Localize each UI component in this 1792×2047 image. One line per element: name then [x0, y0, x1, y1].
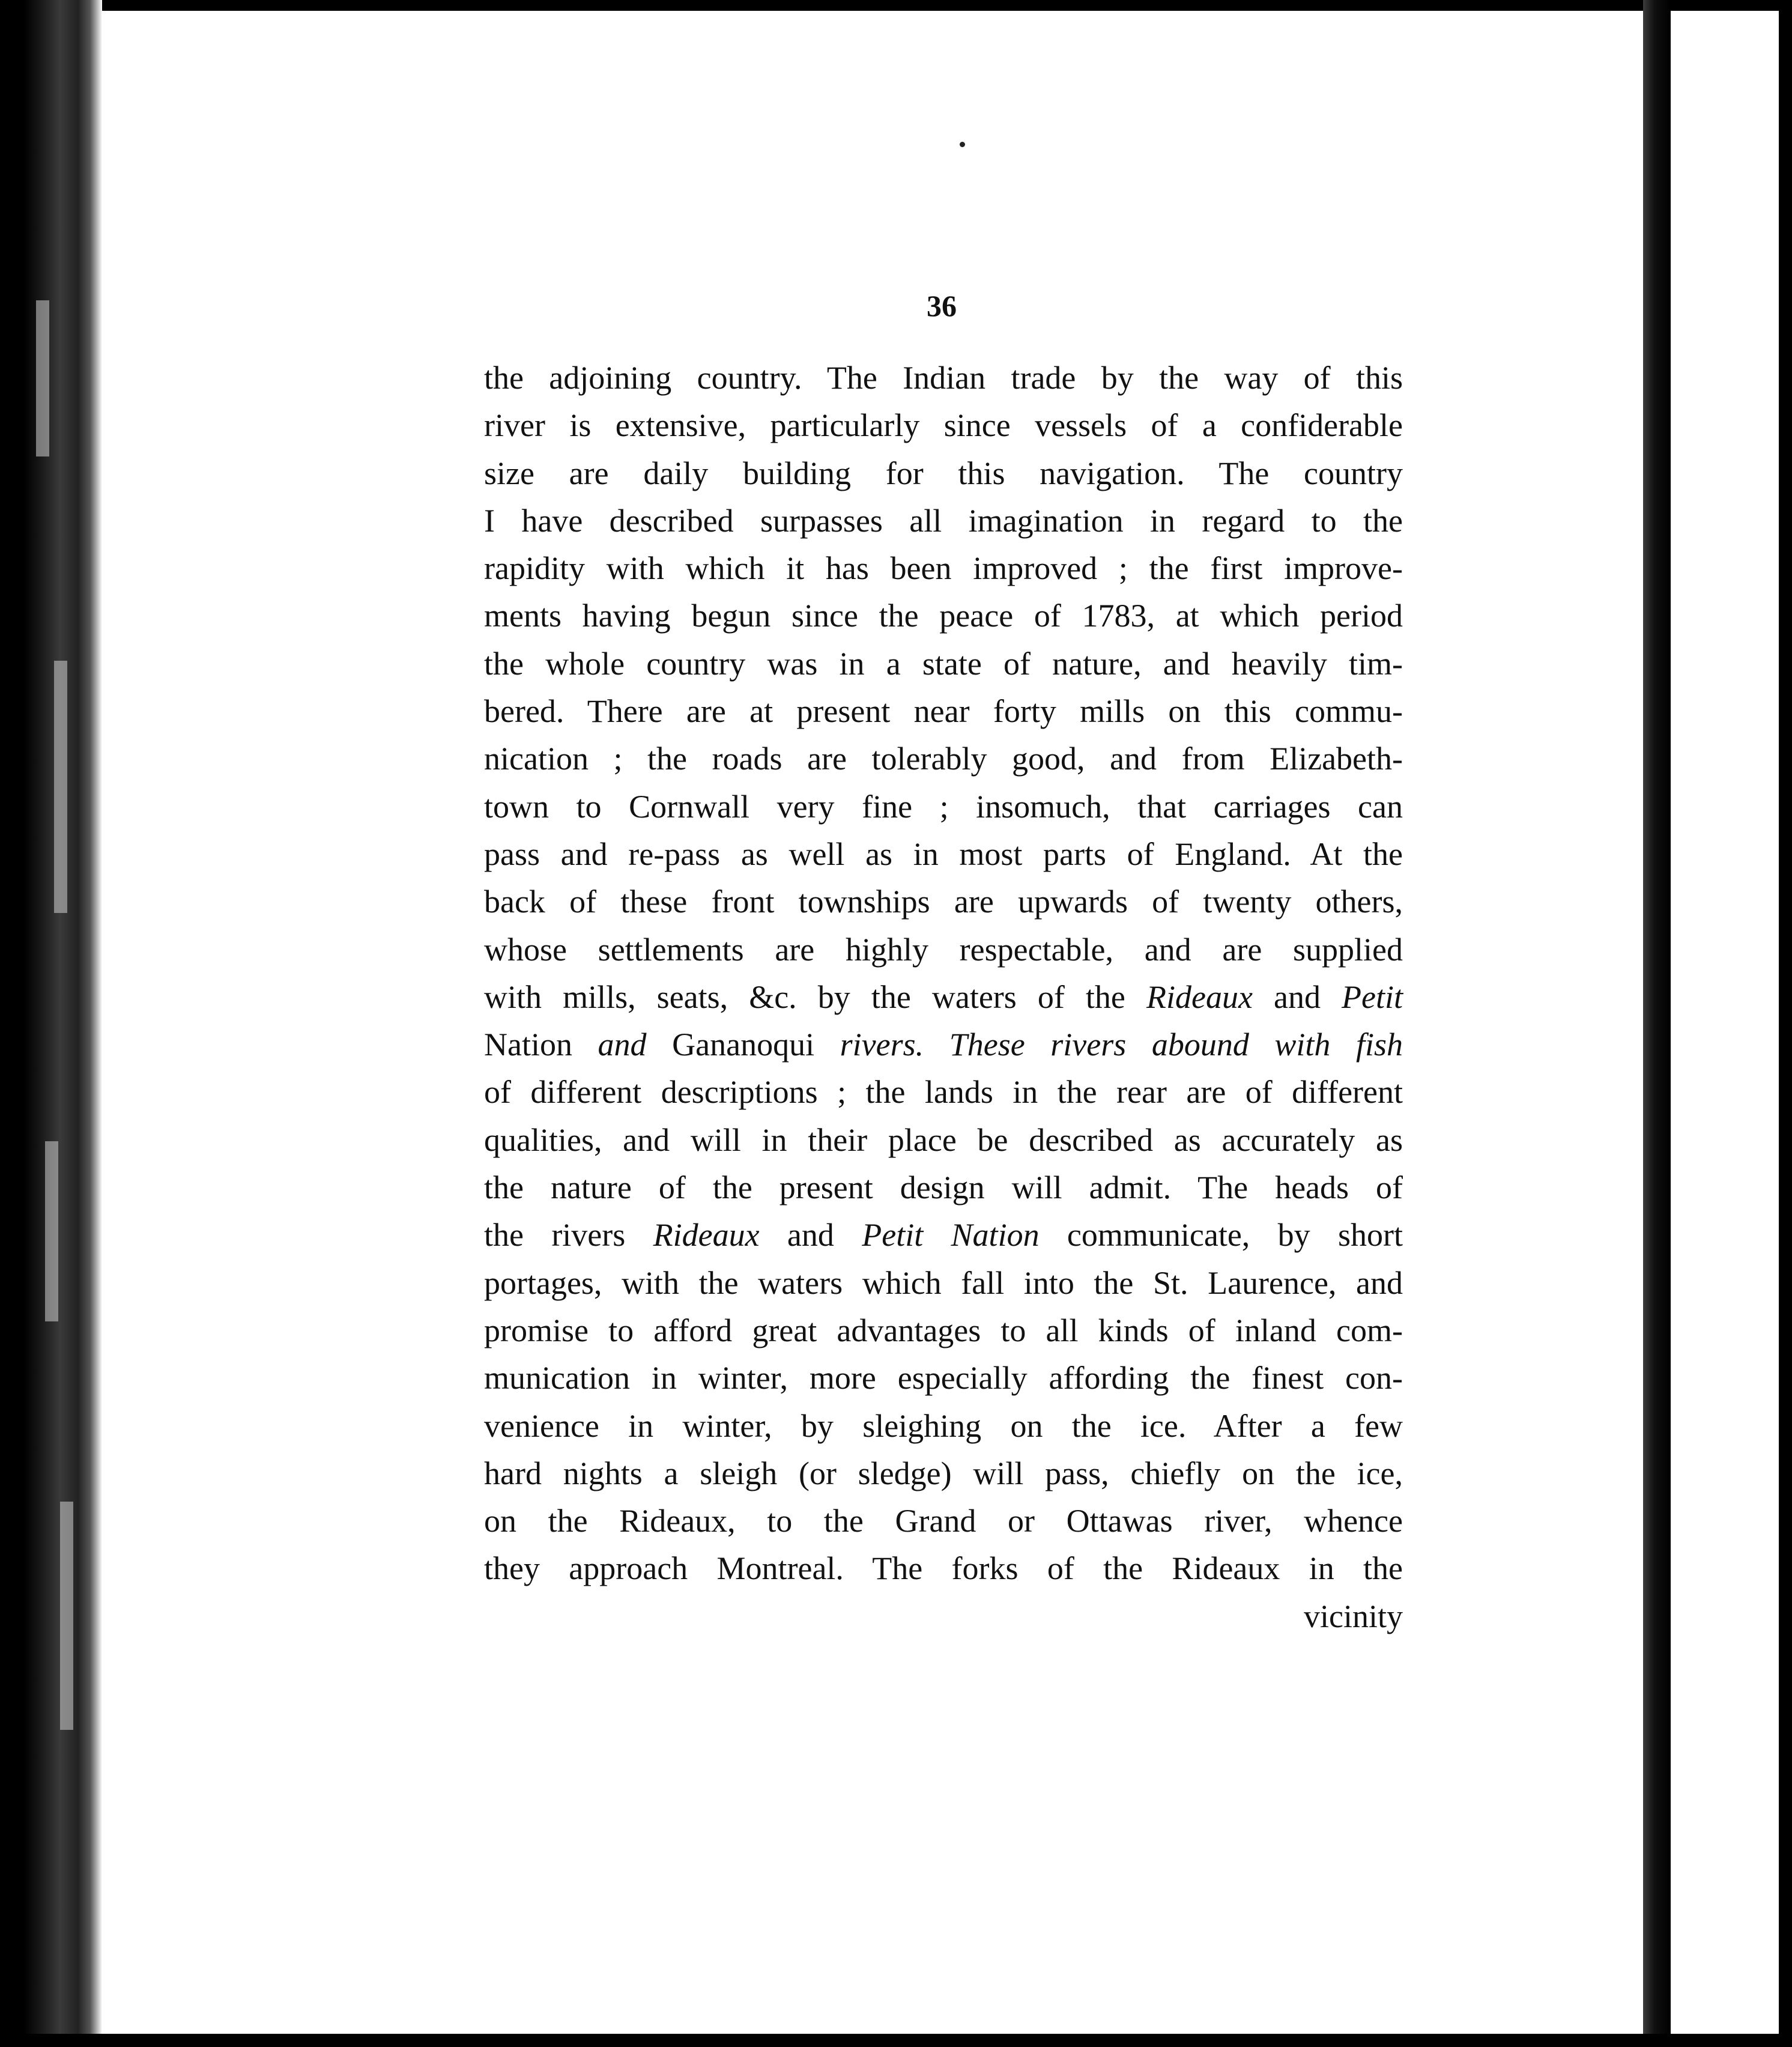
text-segment: and [759, 1217, 862, 1254]
text-segment: on the Rideaux, to the Grand or Ottawas river, whence [484, 1503, 1403, 1539]
text-line [484, 688, 1403, 735]
text-segment: qualities, and will in their place be described as accurately as [484, 1121, 1403, 1158]
text-line [484, 1307, 1403, 1354]
text-segment: and [1252, 978, 1342, 1015]
text-segment: venience in winter, by sleighing on the ice. After a few [484, 1407, 1403, 1444]
body-text [484, 354, 1403, 1640]
text-line [484, 735, 1403, 783]
page-number: 36 [927, 289, 957, 323]
text-line [484, 1450, 1403, 1497]
text-line [484, 640, 1403, 688]
text-segment: rapidity with which it has been improved ; the first improve- [484, 550, 1403, 587]
text-segment: promise to afford great advantages to all kinds of inland com- [484, 1312, 1403, 1348]
text-line [484, 1497, 1403, 1545]
text-segment: whose settlements are highly respectable, and are supplied [484, 931, 1403, 968]
text-segment: nication ; the roads are tolerably good, and from Elizabeth- [484, 741, 1403, 777]
text-line [484, 1069, 1403, 1116]
text-line [484, 1545, 1403, 1592]
facing-page-edge [1643, 0, 1671, 2047]
text-line [484, 831, 1403, 878]
text-segment: bered. There are at present near forty mills on this commu- [484, 693, 1403, 730]
text-segment: ments having begun since the peace of 1783, at which period [484, 598, 1403, 634]
text-segment: of different descriptions ; the lands in the rear are of different [484, 1074, 1403, 1111]
text-line [484, 1354, 1403, 1402]
text-segment: with mills, seats, &c. by the waters of the [484, 978, 1146, 1015]
italic-text: Rideaux [653, 1217, 760, 1254]
text-line [484, 1403, 1403, 1450]
scan-right-border [1779, 0, 1792, 2047]
binding-gutter [0, 0, 102, 2047]
text-segment: they approach Montreal. The forks of the Rideaux in the [484, 1550, 1403, 1587]
text-segment: Nation [484, 1027, 572, 1063]
gutter-streak [60, 1502, 73, 1730]
text-line [484, 783, 1403, 831]
gutter-streak [45, 1141, 58, 1321]
text-line [484, 1117, 1403, 1164]
italic-text: rivers. These rivers abound with fish [814, 1027, 1403, 1063]
gutter-streak [36, 300, 49, 456]
text-line [484, 1212, 1403, 1259]
ink-speck [960, 142, 965, 147]
text-segment: communicate, by short [1039, 1217, 1403, 1254]
text-segment: the adjoining country. The Indian trade by the way of this [484, 360, 1403, 396]
text-segment: river is extensive, particularly since vessels of a confiderable [484, 407, 1403, 444]
catchword: vicinity [1304, 1598, 1403, 1634]
text-segment: pass and re-pass as well as in most parts of England. At the [484, 835, 1403, 872]
text-segment: size are daily building for this navigation. The country [484, 455, 1403, 491]
text-line [484, 497, 1403, 545]
text-line [484, 402, 1403, 449]
text-line [484, 592, 1403, 640]
text-line [484, 1021, 1403, 1069]
text-line [484, 354, 1403, 402]
text-segment: Gananoqui [672, 1027, 815, 1063]
text-segment: munication in winter, more especially affording the finest con- [484, 1360, 1403, 1397]
text-segment: portages, with the waters which fall into the St. Laurence, and [484, 1264, 1403, 1301]
text-line [484, 545, 1403, 592]
text-segment: hard nights a sleigh (or sledge) will pass, chiefly on the ice, [484, 1455, 1403, 1491]
text-line [484, 1164, 1403, 1212]
scan-top-border [0, 0, 1792, 11]
text-line [484, 450, 1403, 497]
facing-page-sliver [1671, 11, 1779, 2034]
gutter-streak [54, 661, 67, 913]
text-segment: the whole country was in a state of nature, and heavily tim- [484, 645, 1403, 682]
italic-text: Petit [1342, 978, 1403, 1015]
text-line [484, 1260, 1403, 1307]
italic-text: Rideaux [1146, 978, 1253, 1015]
italic-text: Petit Nation [862, 1217, 1040, 1254]
text-line [484, 926, 1403, 974]
scan-bottom-border [0, 2034, 1792, 2047]
text-segment: I have described surpasses all imagination in regard to the [484, 502, 1403, 539]
italic-text: and [572, 1027, 673, 1063]
text-segment: town to Cornwall very fine ; insomuch, that carriages can [484, 788, 1403, 825]
text-line [484, 878, 1403, 926]
text-segment: the rivers [484, 1217, 653, 1254]
text-line [484, 974, 1403, 1021]
text-segment: back of these front townships are upwards of twenty others, [484, 884, 1403, 920]
text-segment: the nature of the present design will admit. The heads of [484, 1169, 1403, 1206]
